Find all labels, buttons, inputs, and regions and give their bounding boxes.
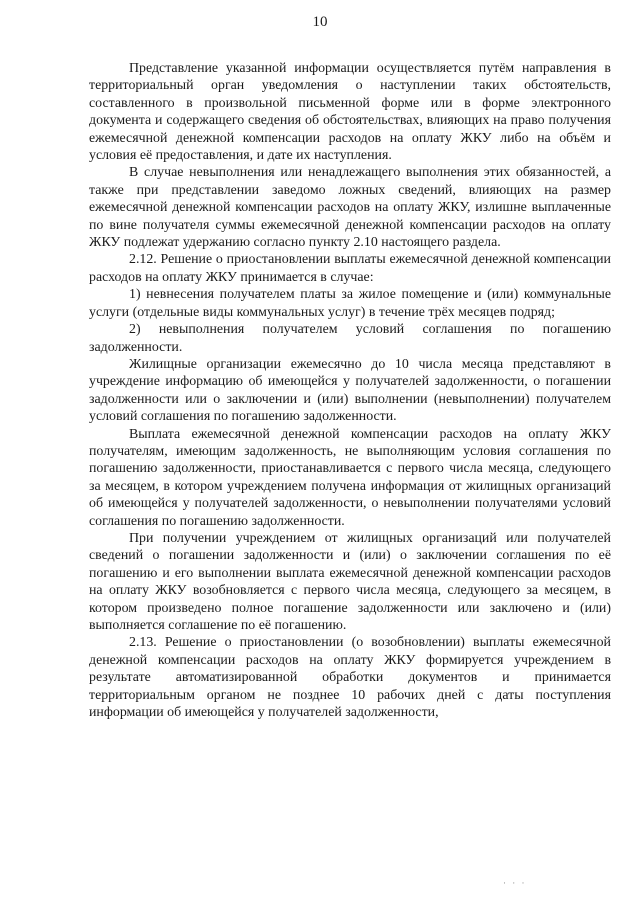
paragraph-clause-2-12: 2.12. Решение о приостановлении выплаты ежемесячной денежной компенсации расходов на оплату ЖКУ принимается в случае: bbox=[89, 252, 611, 285]
paragraph-resumption: При получении учреждением от жилищных организаций или получателей сведений о погашении задолженности и (или) о заключении соглашения по её погашению и его выполнении выплата ежемесячной денежной компенсации расходов на оплату ЖКУ возобновляется с первого числа месяца, следующего за месяцем, в котором произведено полное погашение задолженности или заключено и (или) выполняется соглашение по её погашению. bbox=[89, 530, 611, 633]
scan-artifact-mark: · · · bbox=[503, 878, 527, 888]
page-number: 10 bbox=[312, 14, 328, 30]
paragraph-failure-consequences: В случае невыполнения или ненадлежащего выполнения этих обязанностей, а также при представлении заведомо ложных сведений, влияющих на размер ежемесячной денежной компенсации расходов на оплату ЖКУ, излишне выплаченные по вине получателя суммы ежемесячной денежной компенсации расходов на оплату ЖКУ подлежат удержанию согласно пункту 2.10 настоящего раздела. bbox=[89, 165, 611, 251]
paragraph-notification-method: Представление указанной информации осуществляется путём направления в территориальный орган уведомления о наступлении таких обстоятельств, составленного в произвольной письменной форме или в форме электронного документа и содержащего сведения об обстоятельствах, влияющих на право получения ежемесячной денежной компенсации расходов на оплату ЖКУ либо на объём и условия её предоставления, и дате их наступления. bbox=[89, 61, 611, 164]
paragraph-clause-2-13: 2.13. Решение о приостановлении (о возобновлении) выплаты ежемесячной денежной компенсации расходов на оплату ЖКУ формируется учреждением в результате автоматизированной обработки документов и принимается территориальным органом не позднее 10 рабочих дней с даты поступления информации об имеющейся у получателей задолженности, bbox=[89, 635, 611, 721]
list-item-1-nonpayment: 1) невнесения получателем платы за жилое помещение и (или) коммунальные услуги (отдельные виды коммунальных услуг) в течение трёх месяцев подряд; bbox=[89, 287, 611, 320]
list-item-2-agreement-breach: 2) невыполнения получателем условий соглашения по погашению задолженности. bbox=[89, 322, 611, 355]
document-body bbox=[89, 60, 611, 721]
paragraph-suspension: Выплата ежемесячной денежной компенсации расходов на оплату ЖКУ получателям, имеющим задолженность, не выполняющим условия соглашения по погашению задолженности, приостанавливается с первого числа месяца, следующего за месяцем, в котором учреждением получена информация от жилищных организаций об имеющейся у получателей задолженности, о невыполнении получателями условий соглашения по погашению задолженности. bbox=[89, 426, 611, 529]
paragraph-housing-organizations: Жилищные организации ежемесячно до 10 числа месяца представляют в учреждение информацию об имеющейся у получателей задолженности, о погашении задолженности или о заключении и (или) выполнении (невыполнении) получателем условий соглашения по погашению задолженности. bbox=[89, 356, 611, 425]
